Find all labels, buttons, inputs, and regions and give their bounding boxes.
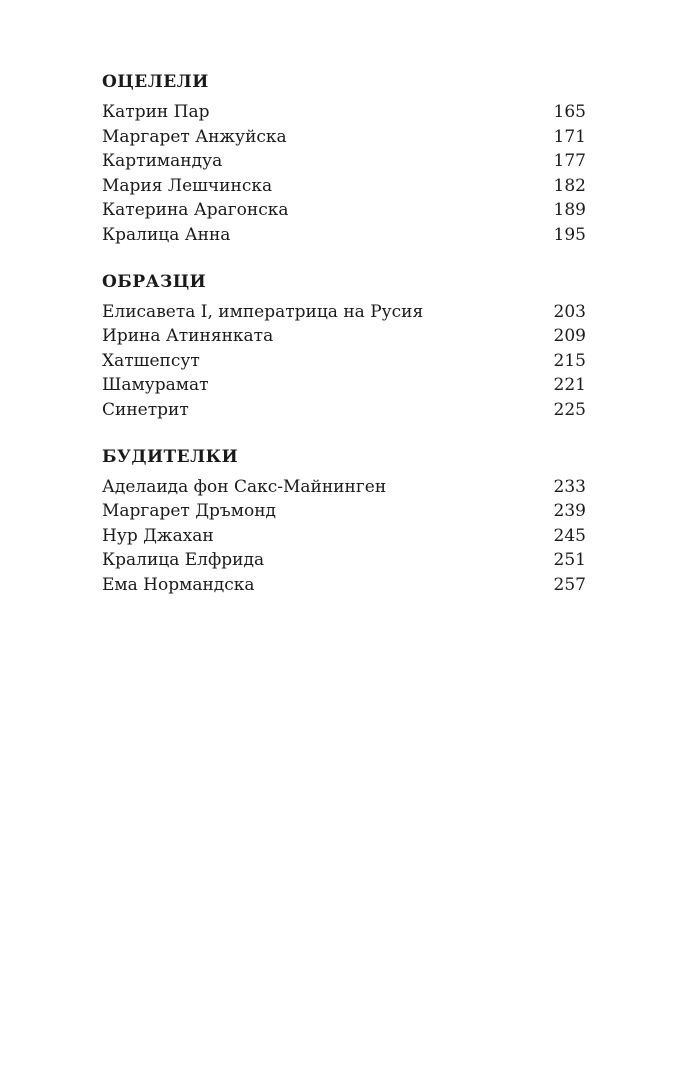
- entry-title: Аделаида фон Сакс-Майнинген: [102, 476, 387, 497]
- entry-page-number: 203: [553, 301, 586, 322]
- toc-entry: [102, 100, 586, 125]
- toc-entry: [102, 149, 586, 174]
- toc-entry: [102, 349, 586, 374]
- entry-page-number: 257: [553, 574, 586, 595]
- entry-page-number: 177: [553, 151, 586, 172]
- entry-page-number: 245: [553, 525, 586, 546]
- entry-title: Маргарет Анжуйска: [102, 126, 287, 147]
- entry-page-number: 251: [553, 550, 586, 571]
- toc-entry: [102, 548, 586, 573]
- toc-entry: [102, 174, 586, 199]
- entry-page-number: 182: [553, 175, 586, 196]
- entry-title: Нур Джахан: [102, 525, 214, 546]
- entry-page-number: 221: [553, 375, 586, 396]
- entry-page-number: 195: [553, 224, 586, 245]
- entry-page-number: 233: [553, 476, 586, 497]
- toc-entry: [102, 475, 586, 500]
- entry-page-number: 225: [553, 399, 586, 420]
- section-title: ОБРАЗЦИ: [102, 271, 207, 292]
- entry-title: Хатшепсут: [102, 350, 200, 371]
- toc-section-awakeners: [102, 445, 586, 598]
- toc-section-survivors: [102, 70, 586, 248]
- toc-section-examples: [102, 270, 586, 423]
- toc-entry: [102, 398, 586, 423]
- entry-title: Мария Лешчинска: [102, 175, 273, 196]
- entry-title: Ема Нормандска: [102, 574, 255, 595]
- entry-title: Кралица Елфрида: [102, 550, 265, 571]
- entry-title: Синетрит: [102, 399, 189, 420]
- entry-page-number: 189: [553, 200, 586, 221]
- toc-entry: [102, 499, 586, 524]
- toc-entry: [102, 573, 586, 598]
- entry-title: Ирина Атинянката: [102, 326, 274, 347]
- toc-entry: [102, 223, 586, 248]
- section-title: ОЦЕЛЕЛИ: [102, 72, 209, 92]
- entry-title: Катерина Арагонска: [102, 200, 289, 221]
- entry-title: Шамурамат: [102, 375, 209, 396]
- toc-entry: [102, 198, 586, 223]
- toc-entry: [102, 373, 586, 398]
- toc-entry: [102, 324, 586, 349]
- toc-entry: [102, 125, 586, 150]
- table-of-contents: [102, 70, 586, 598]
- entry-page-number: 215: [553, 350, 586, 371]
- toc-entry: [102, 300, 586, 325]
- entry-title: Картимандуа: [102, 151, 223, 172]
- entry-title: Катрин Пар: [102, 102, 210, 122]
- section-title: БУДИТЕЛКИ: [102, 446, 239, 467]
- entry-title: Кралица Анна: [102, 224, 231, 245]
- entry-page-number: 165: [553, 102, 586, 122]
- toc-entry: [102, 524, 586, 549]
- entry-page-number: 171: [553, 126, 586, 147]
- entry-title: Маргарет Дръмонд: [102, 501, 276, 522]
- entry-page-number: 239: [553, 501, 586, 522]
- entry-title: Елисавета I, императрица на Русия: [102, 301, 424, 322]
- entry-page-number: 209: [553, 326, 586, 347]
